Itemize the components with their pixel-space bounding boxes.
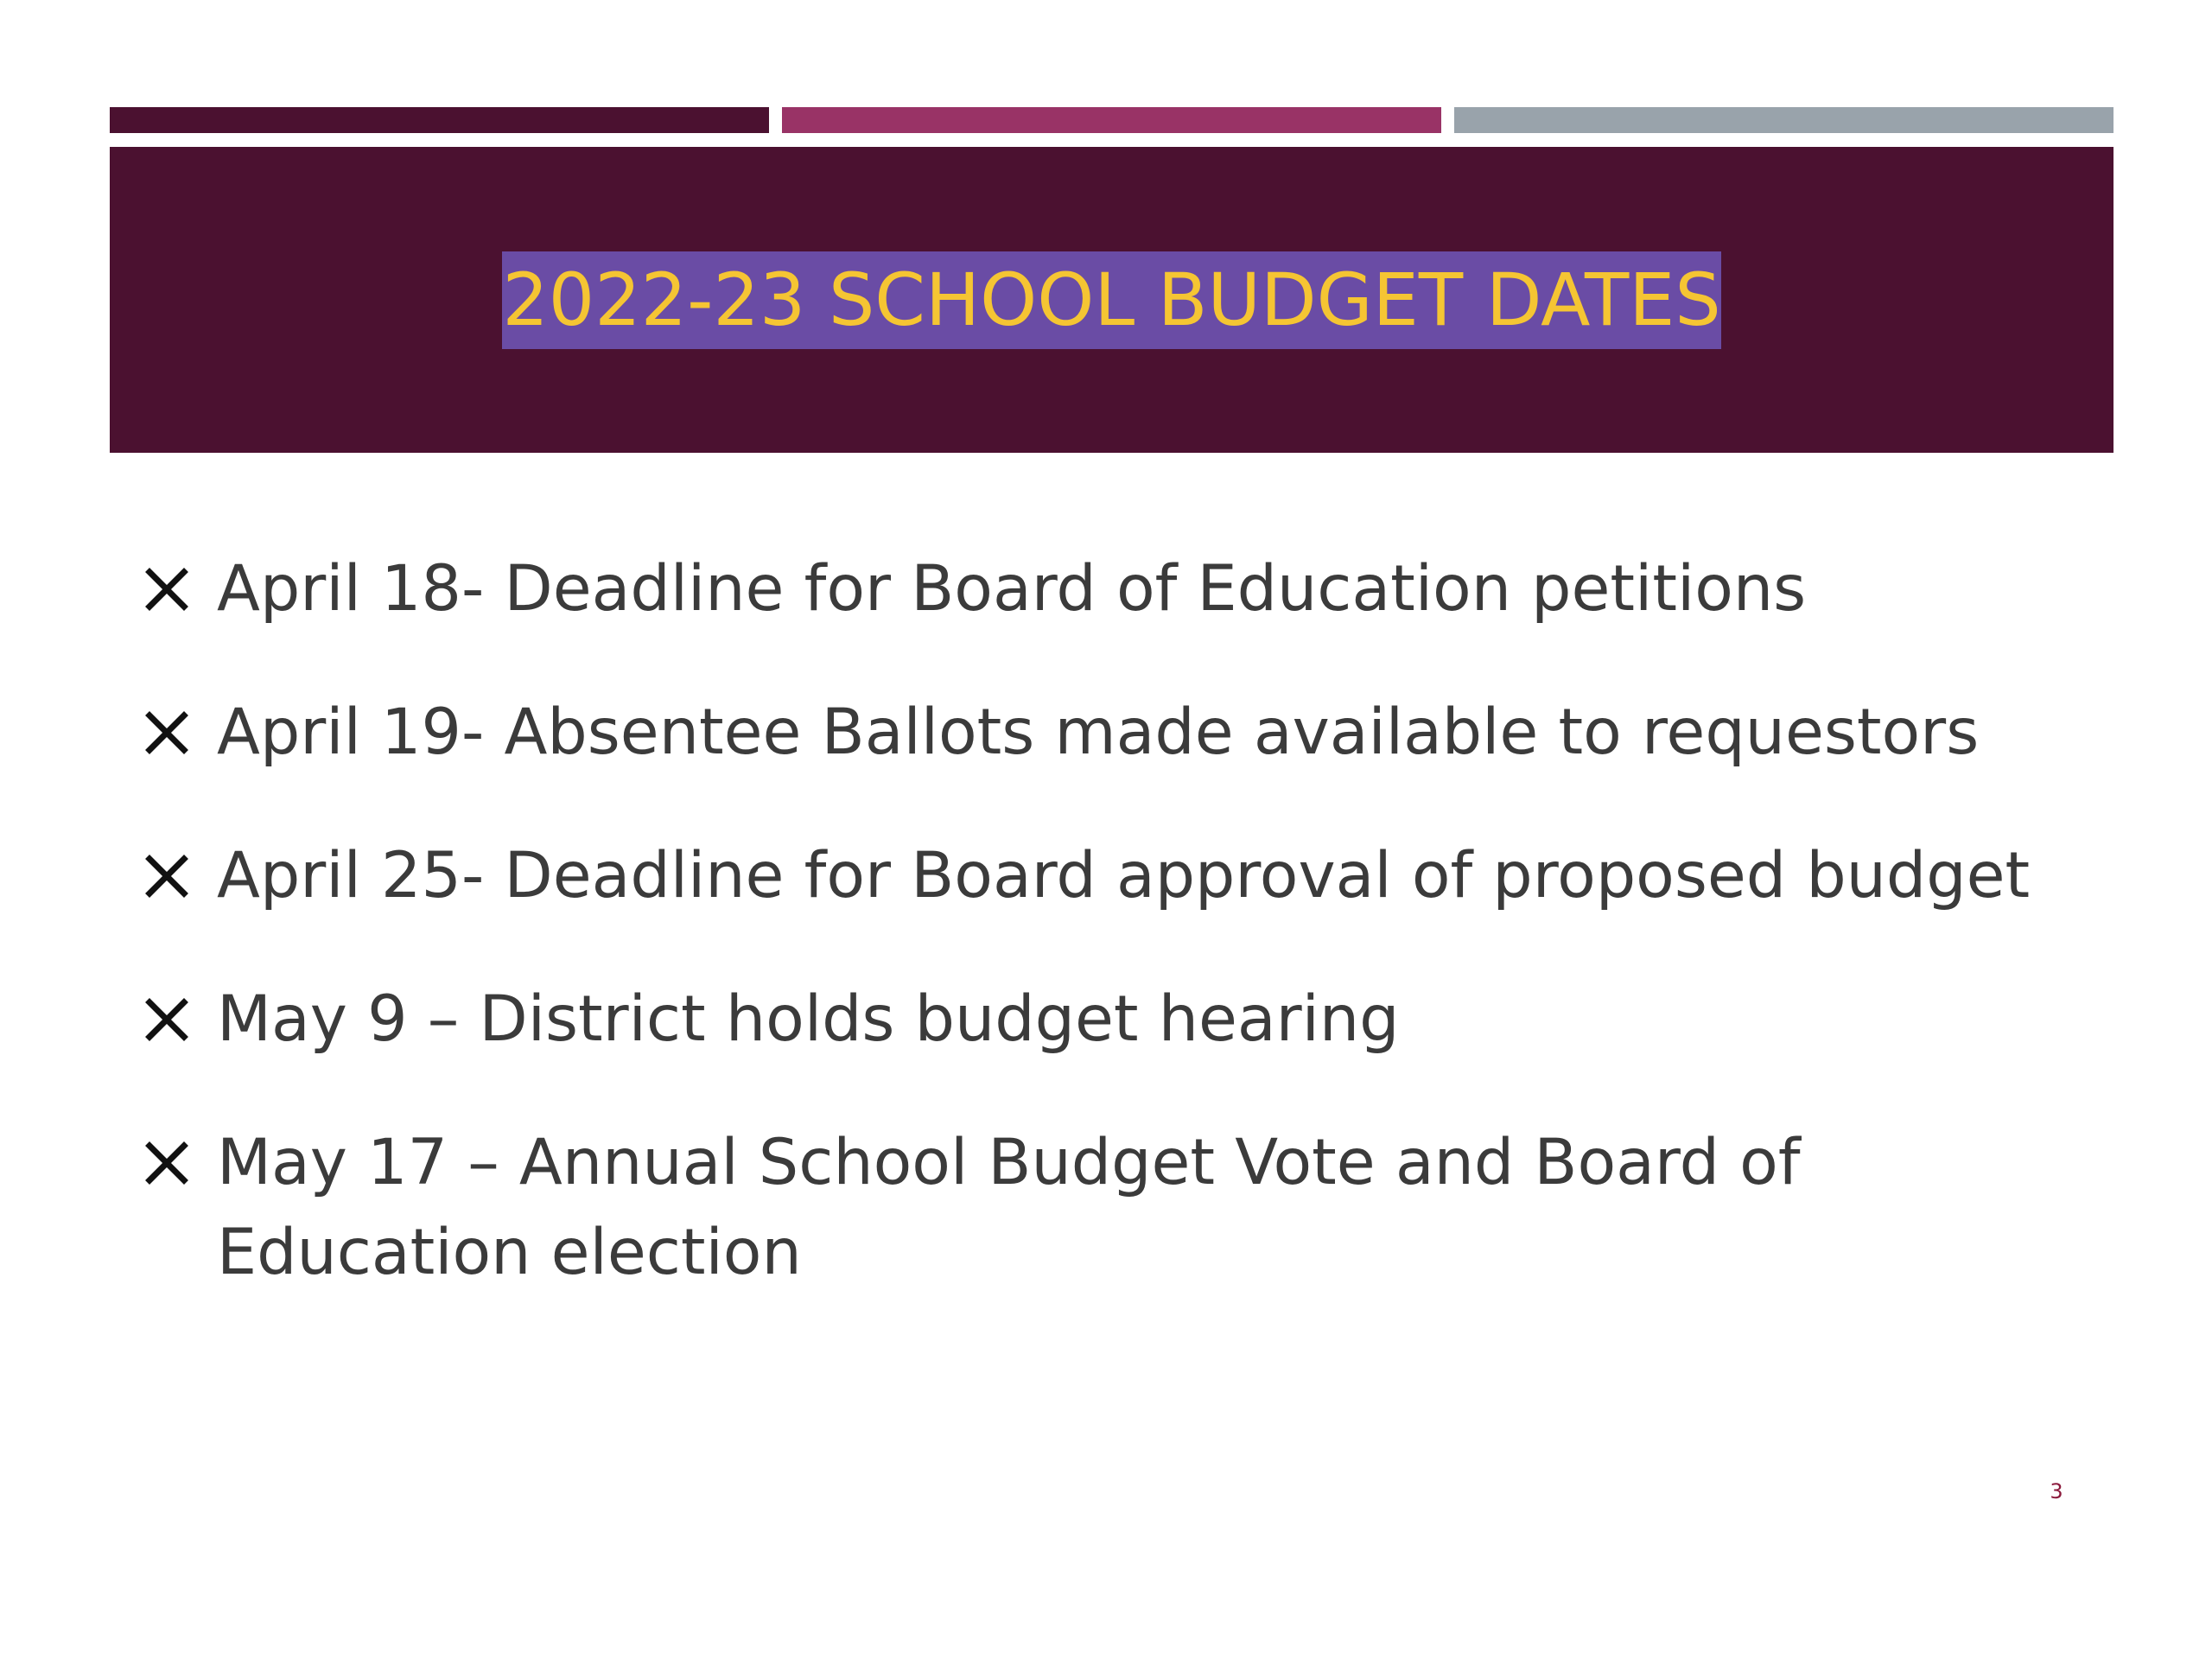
accent-bar-gray [1454, 107, 2113, 133]
accent-bar-magenta [782, 107, 1441, 133]
list-item [143, 975, 2087, 1065]
x-mark-icon [143, 831, 217, 921]
accent-bar-dark [110, 107, 769, 133]
bullet-list [143, 544, 2087, 1351]
title-band [110, 147, 2113, 453]
x-mark-icon [143, 688, 217, 778]
list-item [143, 1118, 2087, 1298]
list-item [143, 831, 2087, 921]
page-number: 3 [2050, 1479, 2063, 1503]
x-mark-icon [143, 544, 217, 634]
x-mark-icon [143, 1118, 217, 1208]
slide-title: 2022-23 SCHOOL BUDGET DATES [502, 251, 1720, 349]
list-item [143, 688, 2087, 778]
x-mark-icon [143, 975, 217, 1065]
bullet-text: April 18- Deadline for Board of Education petitions [217, 552, 1807, 626]
bullet-text: May 17 – Annual School Budget Vote and Board of Education election [217, 1126, 1801, 1289]
bullet-text: April 19- Absentee Ballots made available to requestors [217, 696, 1980, 769]
bullet-text: April 25- Deadline for Board approval of proposed budget [217, 839, 2031, 912]
list-item [143, 544, 2087, 634]
bullet-text: May 9 – District holds budget hearing [217, 982, 1400, 1056]
